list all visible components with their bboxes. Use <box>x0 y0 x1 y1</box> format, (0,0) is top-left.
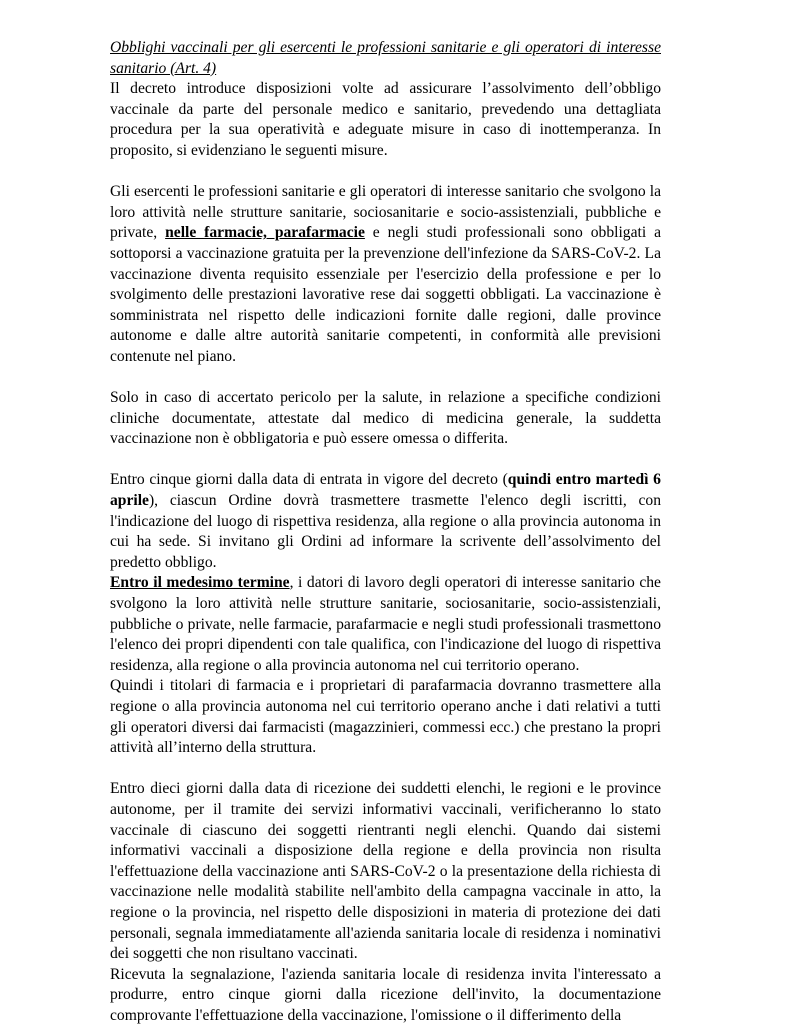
text-span: , i datori di lavoro degli operatori di interesse sanitario che svolgono la loro attività nelle strutture sanitarie, sociosanitarie, socio-assistenziali, pubbliche o private, nelle farmacie, parafarmacie e negli studi professionali trasmettono l'elenco dei propri dipendenti con tale qualifica, con l'indicazione del luogo di rispettiva residenza, alla regione o alla provincia autonoma nel cui territorio operano. <box>110 574 661 674</box>
paragraph-verification: Entro dieci giorni dalla data di ricezione dei suddetti elenchi, le regioni e le province autonome, per il tramite dei servizi informativi vaccinali, verificheranno lo stato vaccinale di ciascuno dei soggetti rientranti negli elenchi. Quando dai sistemi informativi vaccinali a disposizione della regione e della provincia non risulta l'effettuazione della vaccinazione anti SARS-CoV-2 o la presentazione della richiesta di vaccinazione nelle modalità stabilite nell'ambito della campagna vaccinale in atto, la regione o la provincia, nel rispetto delle disposizioni in materia di protezione dei dati personali, segnala immediatamente all'azienda sanitaria locale di residenza i nominativi dei soggetti che non risultano vaccinati. <box>110 780 661 963</box>
section-heading: Obblighi vaccinali per gli esercenti le professioni sanitarie e gli operatori di interesse sanitario (Art. 4) <box>110 39 661 77</box>
emphasis-deadline-date: quindi entro martedì 6 aprile <box>110 471 661 510</box>
paragraph-employers <box>110 573 661 676</box>
text-span: Entro cinque giorni dalla data di entrata in vigore del decreto ( <box>110 471 508 489</box>
paragraph-pharmacy-owners: Quindi i titolari di farmacia e i proprietari di parafarmacia dovranno trasmettere alla regione o alla provincia autonoma nel cui territorio operano anche i dati relativi a tutti gli operatori diversi dai farmacisti (magazzinieri, commessi ecc.) che prestano la propri attività all’interno della struttura. <box>110 677 661 757</box>
emphasis-pharmacies: nelle farmacie, parafarmacie <box>165 224 365 242</box>
paragraph-exemption: Solo in caso di accertato pericolo per la salute, in relazione a specifiche condizioni cliniche documentate, attestate dal medico di medicina generale, la suddetta vaccinazione non è obbligatoria e può essere omessa o differita. <box>110 389 661 448</box>
text-span: Gli esercenti le professioni sanitarie e gli operatori di interesse sanitario che svolgono la loro attività nelle strutture sanitarie, sociosanitarie e socio-assistenziali, pubbliche e private, <box>110 183 661 242</box>
text-span: ), ciascun Ordine dovrà trasmettere trasmette l'elenco degli iscritti, con l'indicazione del luogo di rispettiva residenza, alla regione o alla provincia autonoma in cui ha sede. Si invitano gli Ordini ad informare la scrivente dell’assolvimento del predetto obbligo. <box>110 492 661 571</box>
emphasis-same-term: Entro il medesimo termine <box>110 574 290 592</box>
paragraph-deadline <box>110 470 661 573</box>
paragraph-asl-invitation: Ricevuta la segnalazione, l'azienda sanitaria locale di residenza invita l'interessato a produrre, entro cinque giorni dalla ricezione dell'invito, la documentazione comprovante l'effettuazione della vaccinazione, l'omissione o il differimento della <box>110 965 661 1024</box>
paragraph-intro: Il decreto introduce disposizioni volte ad assicurare l’assolvimento dell’obbligo vaccinale da parte del personale medico e sanitario, prevedendo una dettagliata procedura per la sua operatività e adeguate misure in caso di inottemperanza. In proposito, si evidenziano le seguenti misure. <box>110 80 661 159</box>
text-span: e negli studi professionali sono obbligati a sottoporsi a vaccinazione gratuita per la prevenzione dell'infezione da SARS-CoV-2. La vaccinazione diventa requisito essenziale per l'esercizio della professione e per lo svolgimento delle prestazioni lavorative rese dai soggetti obbligati. La vaccinazione è somministrata nel rispetto delle indicazioni fornite dalle regioni, dalle province autonome e dalle altre autorità sanitarie competenti, in conformità alle previsioni contenute nel piano. <box>110 224 661 365</box>
paragraph-obligated-subjects <box>110 182 661 367</box>
